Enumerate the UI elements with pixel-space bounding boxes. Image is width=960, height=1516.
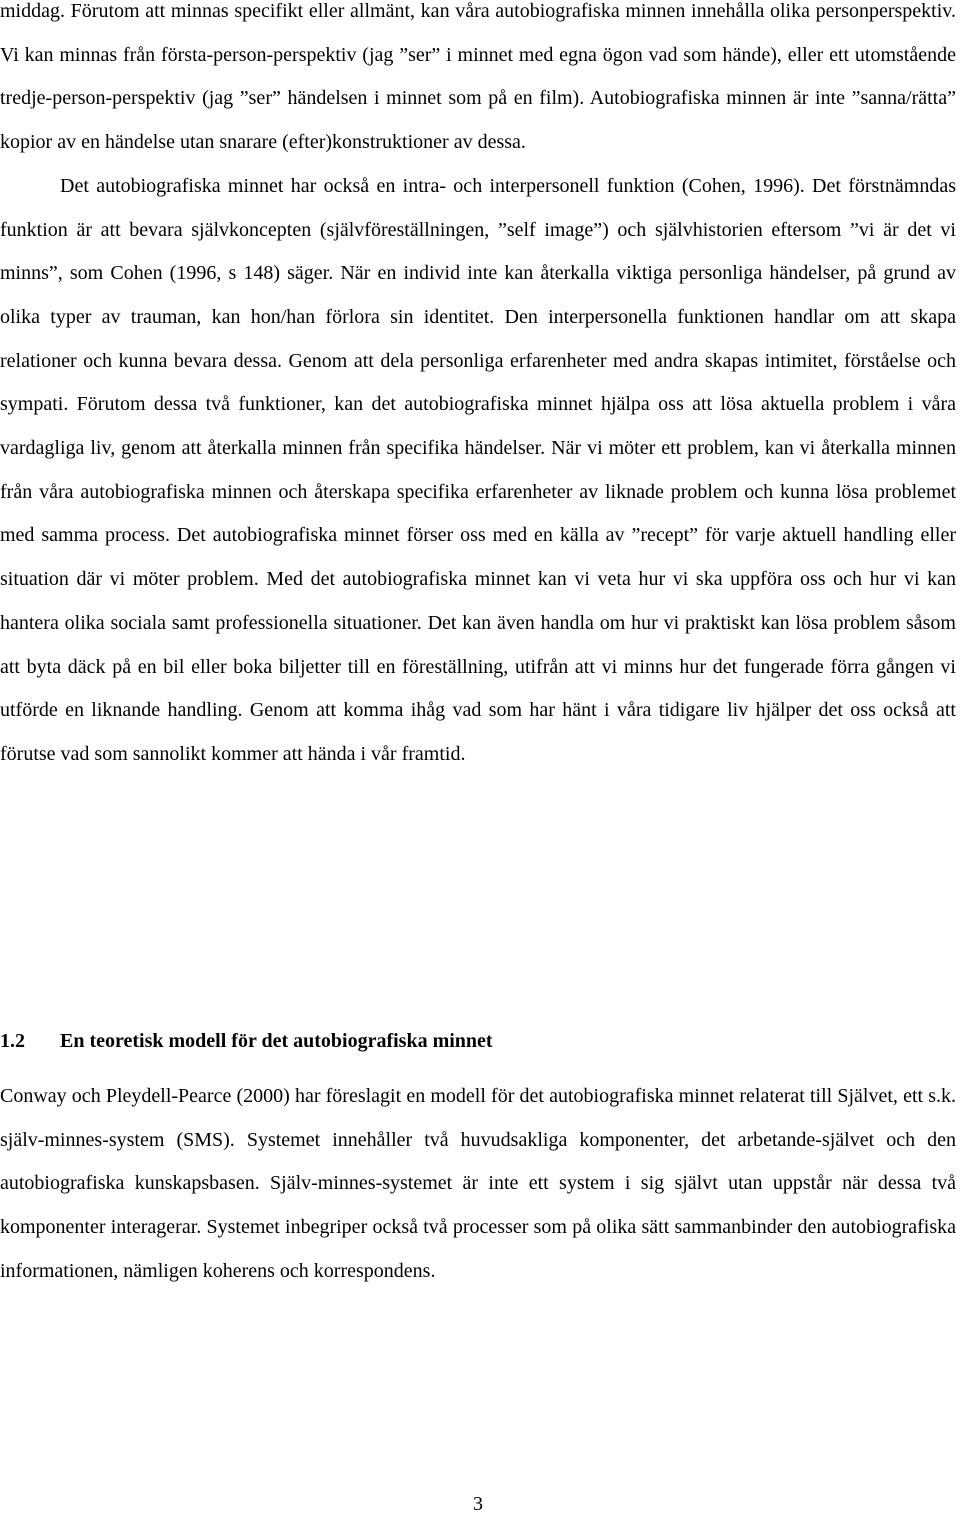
- paragraph-functions: Det autobiografiska minnet har också en intra- och interpersonell funktion (Cohen, 1996). Det förstnämndas funktion är att bevara självkoncepten (självföreställningen, ”self image”) och självhistorien eftersom ”vi är det vi minns”, som Cohen (1996, s 148) säger. När en individ inte kan återkalla viktiga personliga händelser, på grund av olika typer av trauman, kan hon/han förlora sin identitet. Den interpersonella funktionen handlar om att skapa relationer och kunna bevara dessa. Genom att dela personliga erfarenheter med andra skapas intimitet, förståelse och sympati. Förutom dessa två funktioner, kan det autobiografiska minnet hjälpa oss att lösa aktuella problem i våra vardagliga liv, genom att återkalla minnen från specifika händelser. När vi möter ett problem, kan vi återkalla minnen från våra autobiografiska minnen och återskapa specifika erfarenheter av liknade problem och kunna lösa problemet med samma process. Det autobiografiska minnet förser oss med en källa av ”recept” för varje aktuell handling eller situation där vi möter problem. Med det autobiografiska minnet kan vi veta hur vi ska uppföra oss och hur vi kan hantera olika sociala samt professionella situationer. Det kan även handla om hur vi praktiskt kan lösa problem såsom att byta däck på en bil eller boka biljetter till en föreställning, utifrån att vi minns hur det fungerade förra gången vi utförde en liknande handling. Genom att komma ihåg vad som har hänt i våra tidigare liv hjälper det oss också att förutse vad som sannolikt kommer att hända i vår framtid.: [0, 174, 956, 765]
- paragraph-continuation: middag. Förutom att minnas specifikt eller allmänt, kan våra autobiografiska minnen innehålla olika personperspektiv. Vi kan minnas från första-person-perspektiv (jag ”ser” i minnet med egna ögon vad som hände), eller ett utomstående tredje-person-perspektiv (jag ”ser” händelsen i minnet som på en film). Autobiografiska minnen är inte ”sanna/rätta” kopior av en händelse utan snarare (efter)konstruktioner av dessa.: [0, 0, 956, 154]
- section-heading: [0, 1025, 493, 1057]
- paragraph-model: Conway och Pleydell-Pearce (2000) har föreslagit en modell för det autobiografiska minnet relaterat till Självet, ett s.k. själv-minnes-system (SMS). Systemet innehåller två huvudsakliga komponenter, det arbetande-självet och den autobiografiska kunskapsbasen. Själv-minnes-systemet är inte ett system i sig självt utan uppstår när dessa två komponenter interagerar. Systemet inbegriper också två processer som på olika sätt sammanbinder den autobiografiska informationen, nämligen koherens och korrespondens.: [0, 1085, 956, 1282]
- page-number: 3: [473, 1493, 483, 1515]
- section-title: En teoretisk modell för det autobiografiska minnet: [60, 1030, 493, 1052]
- section-number: 1.2: [0, 1030, 25, 1052]
